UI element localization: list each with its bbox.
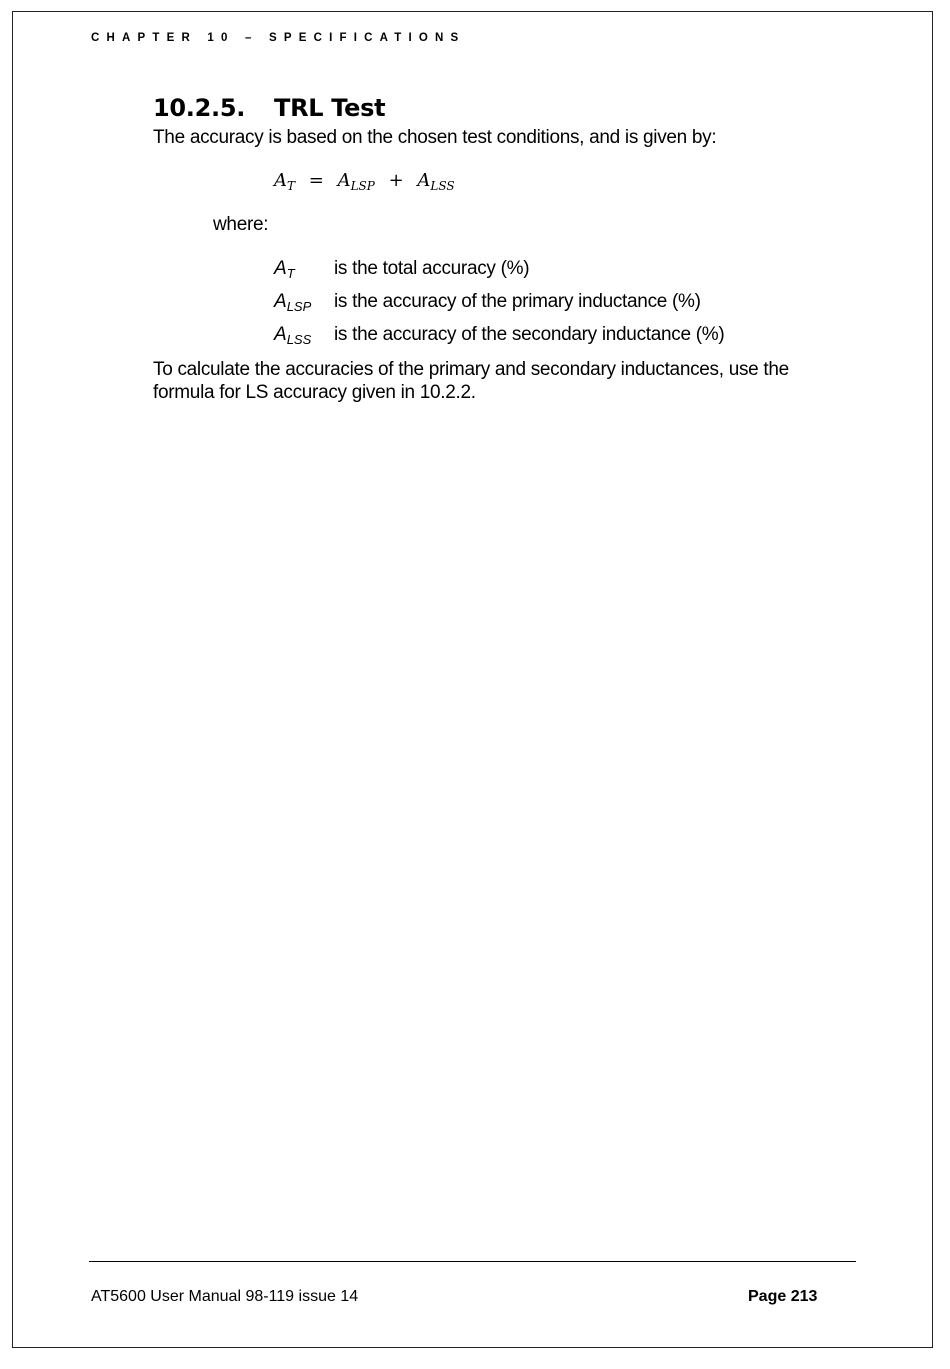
symbol-letter: A xyxy=(274,324,287,345)
definition-description: is the total accuracy (%) xyxy=(334,258,530,279)
outro-paragraph: To calculate the accuracies of the primary and secondary inductances, use the formula for LS accuracy given in 10.2.2. xyxy=(153,359,789,403)
formula-plus: + xyxy=(388,170,404,191)
definition-description: is the accuracy of the primary inductance (%) xyxy=(334,291,701,312)
symbol-subscript: LSP xyxy=(286,299,312,314)
formula-lhs-subscript: T xyxy=(287,179,296,193)
symbol-letter: A xyxy=(274,291,287,312)
definition-symbol xyxy=(274,323,334,351)
accuracy-formula xyxy=(274,170,455,193)
footer-page-number: Page 213 xyxy=(748,1288,818,1305)
intro-paragraph: The accuracy is based on the chosen test conditions, and is given by: xyxy=(153,127,717,148)
definition-row xyxy=(274,323,724,351)
symbol-subscript: T xyxy=(286,266,295,281)
definition-description: is the accuracy of the secondary inductance (%) xyxy=(334,324,725,345)
footer-divider xyxy=(89,1261,856,1262)
formula-term2-subscript: LSS xyxy=(430,179,455,193)
definition-symbol xyxy=(274,290,334,318)
section-heading xyxy=(153,94,385,122)
footer-document-title: AT5600 User Manual 98-119 issue 14 xyxy=(91,1288,359,1305)
page-border xyxy=(12,11,933,1348)
where-label: where: xyxy=(213,214,269,235)
formula-lhs: A xyxy=(274,170,287,191)
section-title: TRL Test xyxy=(274,94,386,122)
running-header: CHAPTER 10 – SPECIFICATIONS xyxy=(91,32,466,44)
symbol-subscript: LSS xyxy=(286,332,312,347)
formula-term1: A xyxy=(337,170,351,191)
formula-term1-subscript: LSP xyxy=(350,179,375,193)
definition-row xyxy=(274,257,529,285)
formula-term2: A xyxy=(417,170,431,191)
symbol-letter: A xyxy=(274,258,287,279)
section-number: 10.2.5. xyxy=(153,94,246,122)
definition-row xyxy=(274,290,701,318)
formula-equals: = xyxy=(308,170,324,191)
definition-symbol xyxy=(274,257,334,285)
